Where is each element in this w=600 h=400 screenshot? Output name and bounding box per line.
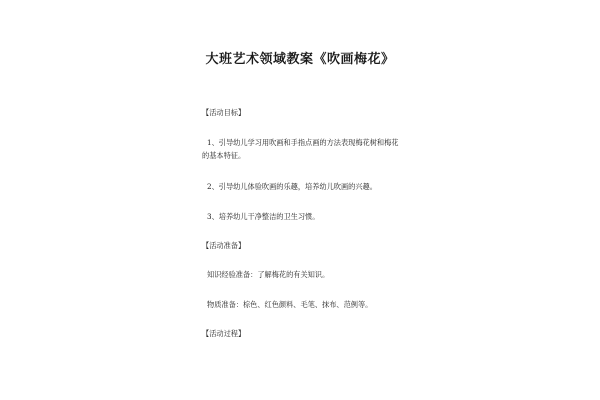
document-title: 大班艺术领域教案《吹画梅花》 [205,52,395,67]
prep-knowledge-text: 知识经验准备：了解梅花的有关知识。 [207,270,330,279]
goals-heading: 【活动目标】 [202,108,246,117]
prep-materials-text: 物质准备：棕色、红色颜料、毛笔、抹布、范例等。 [207,300,373,309]
prep-heading: 【活动准备】 [202,241,246,250]
goal-3-text: 3、培养幼儿干净整洁的卫生习惯。 [207,212,320,221]
process-heading: 【活动过程】 [202,329,246,338]
goal-1-text: 1、引导幼儿学习用吹画和手指点画的方法表现梅花树和梅花的基本特征。 [202,138,399,160]
goal-2-text: 2、引导幼儿体验吹画的乐趣，培养幼儿吹画的兴趣。 [207,182,377,191]
